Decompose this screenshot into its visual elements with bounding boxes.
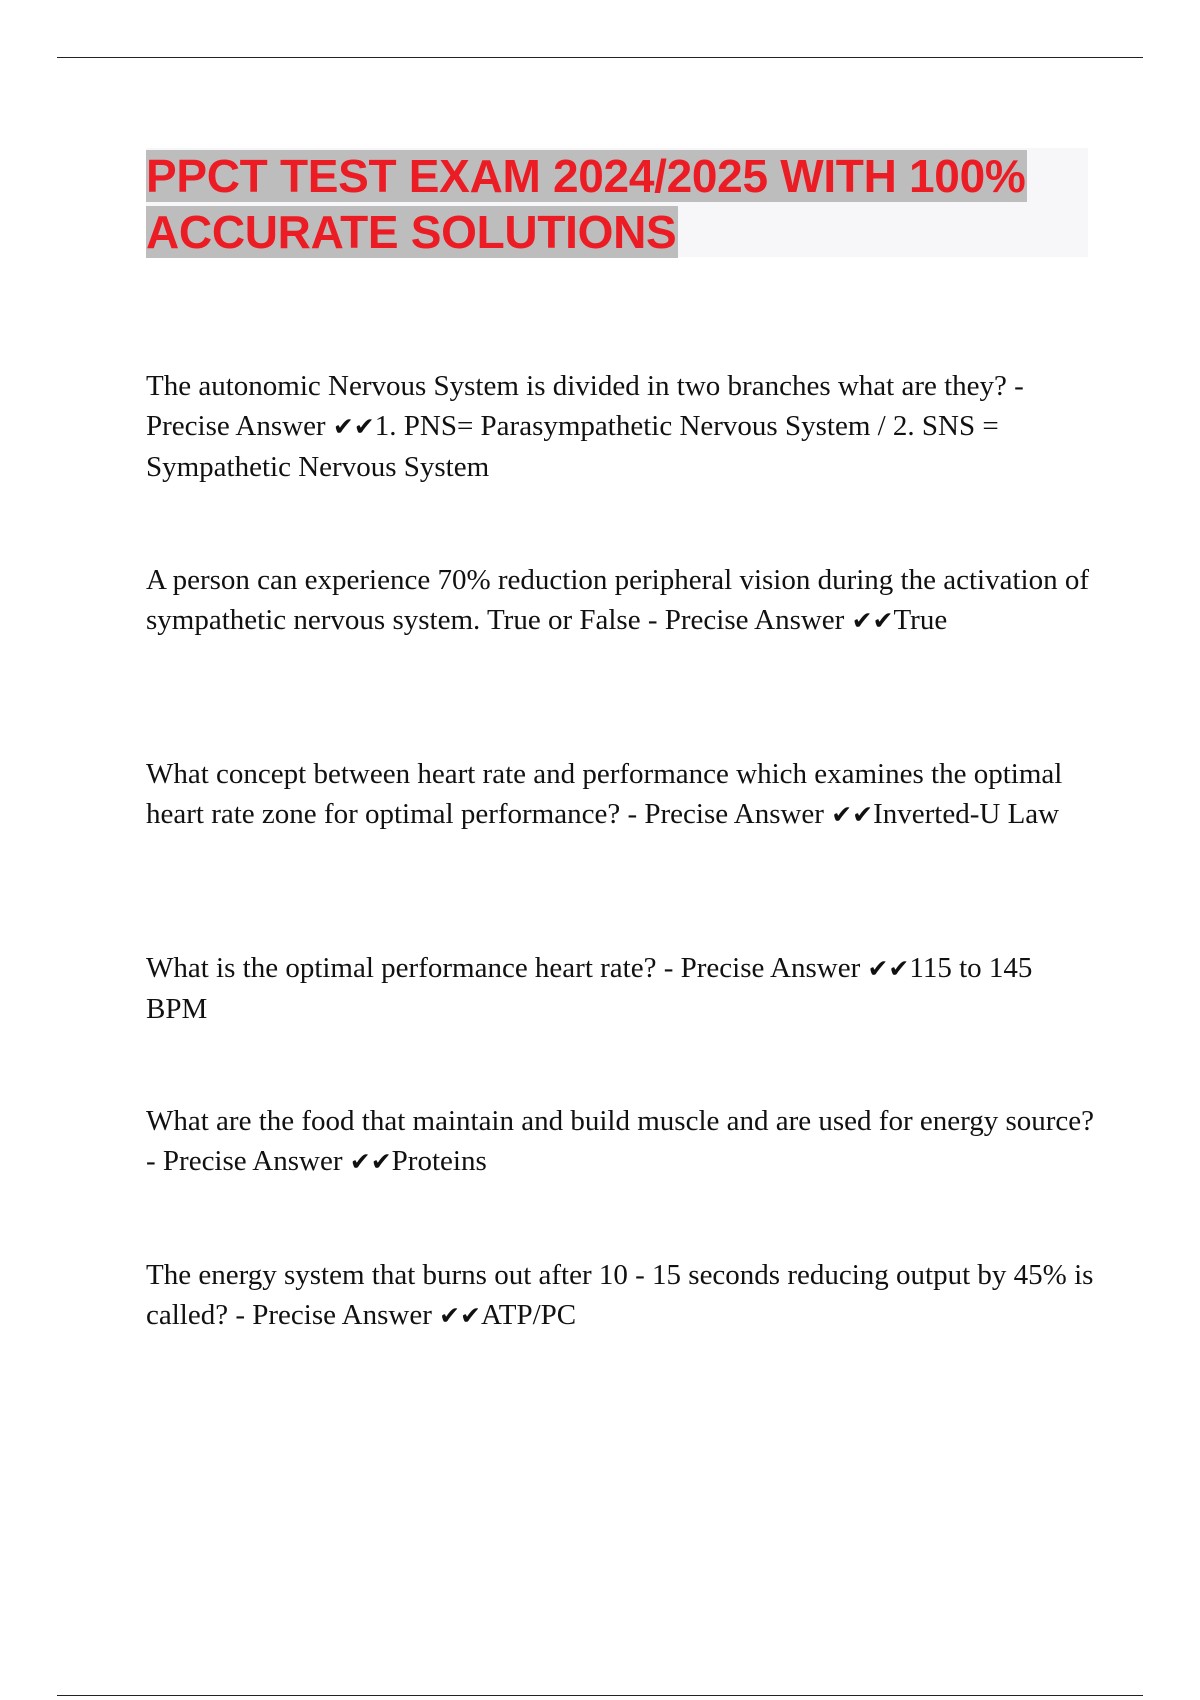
double-check-icon: ✔✔ [332,412,375,441]
double-check-icon: ✔✔ [349,1147,392,1176]
qa-item-4 [146,948,1096,1029]
answer-text: Inverted-U Law [873,798,1060,830]
bottom-divider [57,1695,1143,1696]
qa-item-3 [146,754,1096,835]
question-text: A person can experience 70% reduction peripheral vision during the activation of sympathetic nervous system. True or False - Precise Answer [146,564,1089,636]
double-check-icon: ✔✔ [851,606,894,635]
top-divider [57,57,1143,58]
qa-item-5 [146,1101,1096,1182]
question-text: What is the optimal performance heart rate? - Precise Answer [146,952,868,984]
answer-text: Proteins [391,1145,487,1177]
double-check-icon: ✔✔ [831,800,874,829]
qa-item-1 [146,366,1096,487]
double-check-icon: ✔✔ [867,954,910,983]
answer-text: True [893,604,948,636]
question-text: What concept between heart rate and performance which examines the optimal heart rate zone for optimal performance? - Precise Answer [146,758,1063,830]
title-block [146,148,1088,257]
double-check-icon: ✔✔ [439,1301,482,1330]
answer-text: 1. PNS= Parasympathetic Nervous System / 2. SNS = Sympathetic Nervous System [146,410,999,483]
question-text: The energy system that burns out after 10 - 15 seconds reducing output by 45% is called? - Precise Answer [146,1259,1094,1331]
answer-text: 115 to 145 BPM [146,952,1033,1025]
qa-item-6 [146,1255,1096,1336]
answer-text: ATP/PC [481,1299,577,1331]
document-title [146,148,1088,260]
qa-item-2 [146,560,1096,641]
question-text: What are the food that maintain and build muscle and are used for energy source? - Precise Answer [146,1105,1095,1177]
question-text: The autonomic Nervous System is divided in two branches what are they? - Precise Answer [146,370,1024,442]
document-title-text: PPCT TEST EXAM 2024/2025 WITH 100% ACCURATE SOLUTIONS [146,150,1026,258]
